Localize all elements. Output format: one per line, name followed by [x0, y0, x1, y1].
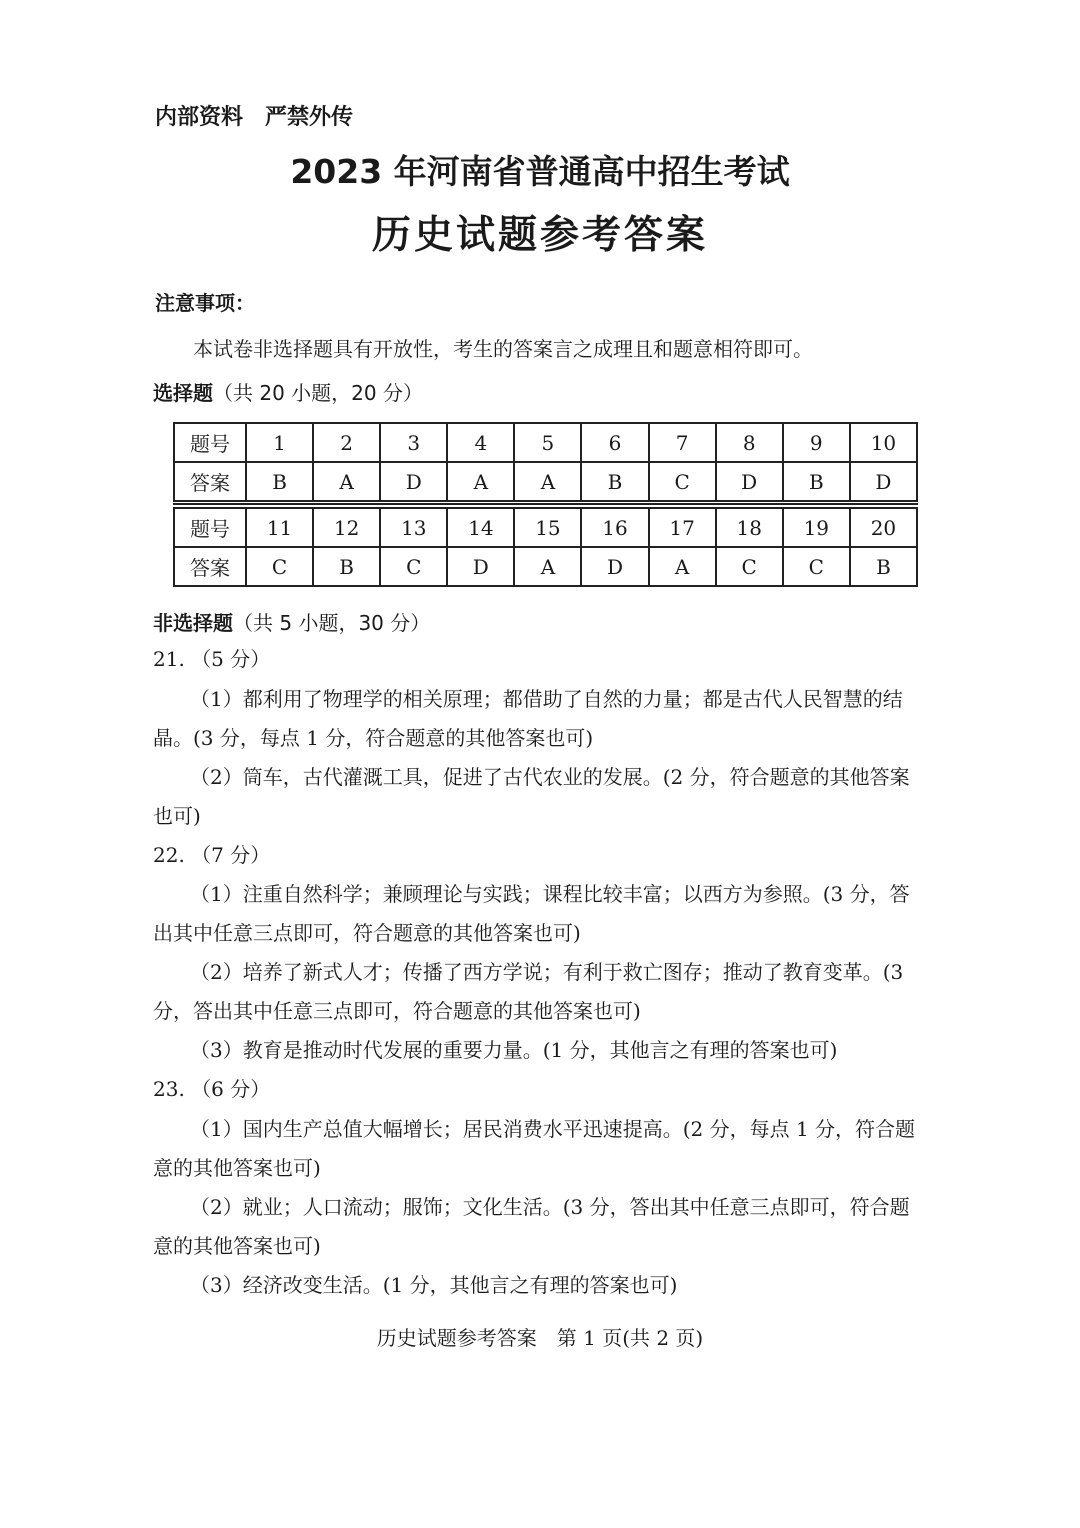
question-number: 13: [380, 508, 447, 547]
answer-cell: A: [313, 462, 380, 501]
question-number: 12: [313, 508, 380, 547]
question-number: 10: [850, 423, 917, 462]
answer-cell: D: [447, 547, 514, 586]
row-label-question: 题号: [174, 423, 246, 462]
notice-body: 本试卷非选择题具有开放性，考生的答案言之成理且和题意相符即可。: [193, 337, 813, 361]
question-number: 6: [581, 423, 648, 462]
answer-cell: D: [716, 462, 783, 501]
answer-cell: C: [783, 547, 850, 586]
exam-title: 2023 年河南省普通高中招生考试: [290, 152, 790, 191]
answer-text-line: （1）国内生产总值大幅增长；居民消费水平迅速提高。(2 分，每点 1 分，符合题: [190, 1117, 916, 1141]
answer-text-line: （3）经济改变生活。(1 分，其他言之有理的答案也可): [190, 1273, 678, 1297]
answer-cell: B: [783, 462, 850, 501]
question-number: 9: [783, 423, 850, 462]
question-number: 8: [716, 423, 783, 462]
answer-cell: C: [246, 547, 313, 586]
answer-text-line: （2）培养了新式人才；传播了西方学说；有利于救亡图存；推动了教育变革。(3: [190, 960, 904, 984]
question-23-heading: 23. （6 分）: [153, 1077, 271, 1101]
question-number: 18: [716, 508, 783, 547]
notice-heading: 注意事项：: [155, 291, 255, 315]
nonchoice-section-heading: [153, 607, 430, 636]
question-number: 16: [581, 508, 648, 547]
answer-text-line: 晶。(3 分，每点 1 分，符合题意的其他答案也可): [153, 726, 594, 750]
question-number: 15: [514, 508, 581, 547]
answer-text-line: 也可): [153, 804, 201, 828]
page-footer: 历史试题参考答案 第 1 页(共 2 页): [376, 1326, 704, 1350]
table-row-numbers: [174, 423, 917, 462]
question-number: 4: [447, 423, 514, 462]
answer-text-line: （1）注重自然科学；兼顾理论与实践；课程比较丰富；以西方为参照。(3 分，答: [190, 882, 910, 906]
question-22-heading: 22. （7 分）: [153, 843, 271, 867]
answer-cell: B: [313, 547, 380, 586]
choice-heading-note: （共 20 小题，20 分）: [213, 381, 423, 405]
table-divider: [173, 500, 918, 505]
question-number: 5: [514, 423, 581, 462]
answer-text-line: 意的其他答案也可): [153, 1234, 321, 1258]
question-number: 3: [380, 423, 447, 462]
answer-text-line: 分，答出其中任意三点即可，符合题意的其他答案也可): [153, 999, 641, 1023]
question-number: 2: [313, 423, 380, 462]
table-row-answers: [174, 547, 917, 586]
answer-table-1: [173, 422, 918, 502]
confidential-label: 内部资料 严禁外传: [155, 105, 354, 130]
answer-cell: B: [581, 462, 648, 501]
question-number: 20: [850, 508, 917, 547]
answer-cell: A: [514, 462, 581, 501]
answer-cell: B: [850, 547, 917, 586]
nonchoice-heading-note: （共 5 小题，30 分）: [233, 611, 431, 635]
table-row-answers: [174, 462, 917, 501]
row-label-answer: 答案: [174, 462, 246, 501]
answer-cell: A: [514, 547, 581, 586]
question-number: 7: [649, 423, 716, 462]
answer-cell: B: [246, 462, 313, 501]
answer-cell: D: [380, 462, 447, 501]
question-number: 14: [447, 508, 514, 547]
question-21-heading: 21. （5 分）: [153, 647, 271, 671]
choice-heading-text: 选择题: [153, 381, 213, 405]
row-label-answer: 答案: [174, 547, 246, 586]
answer-text-line: （2）筒车，古代灌溉工具，促进了古代农业的发展。(2 分，符合题意的其他答案: [190, 765, 910, 789]
choice-section-heading: [153, 377, 423, 406]
answer-cell: D: [581, 547, 648, 586]
nonchoice-heading-text: 非选择题: [153, 611, 233, 635]
answer-cell: C: [380, 547, 447, 586]
question-number: 17: [649, 508, 716, 547]
answer-cell: A: [649, 547, 716, 586]
answer-text-line: （2）就业；人口流动；服饰；文化生活。(3 分，答出其中任意三点即可，符合题: [190, 1195, 910, 1219]
question-number: 1: [246, 423, 313, 462]
row-label-question: 题号: [174, 508, 246, 547]
answer-cell: A: [447, 462, 514, 501]
table-row-numbers: [174, 508, 917, 547]
answer-cell: C: [649, 462, 716, 501]
question-number: 19: [783, 508, 850, 547]
answer-text-line: 出其中任意三点即可，符合题意的其他答案也可): [153, 921, 581, 945]
answer-text-line: 意的其他答案也可): [153, 1156, 321, 1180]
answer-text-line: （3）教育是推动时代发展的重要力量。(1 分，其他言之有理的答案也可): [190, 1038, 838, 1062]
document-title: 历史试题参考答案: [371, 213, 708, 258]
answer-cell: C: [716, 547, 783, 586]
answer-text-line: （1）都利用了物理学的相关原理；都借助了自然的力量；都是古代人民智慧的结: [190, 687, 903, 711]
question-number: 11: [246, 508, 313, 547]
answer-table-2: [173, 507, 918, 587]
answer-cell: D: [850, 462, 917, 501]
